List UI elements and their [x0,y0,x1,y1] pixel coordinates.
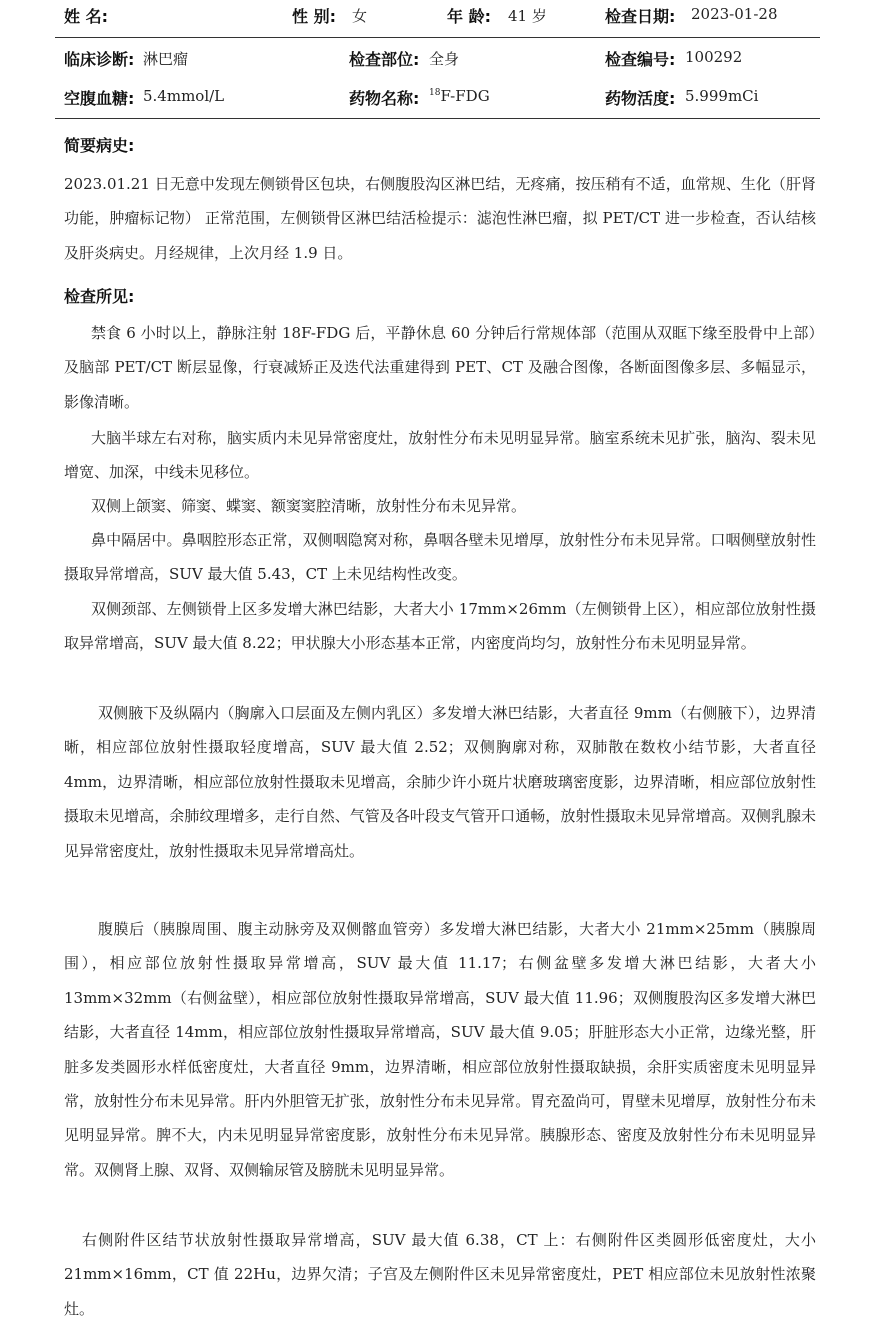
drug-isotope-superscript: 18 [429,88,441,98]
exam-no-value: 100292 [685,48,743,66]
exam-date-value: 2023-01-28 [691,5,778,23]
history-text: 2023.01.21 日无意中发现左侧锁骨区包块，右侧腹股沟区淋巴结，无疼痛，按压稍有不适，血常规、生化（肝肾功能，肿瘤标记物） 正常范围，左侧锁骨区淋巴结活检提示：滤泡性淋巴瘤，拟 PET/CT 进一步检查，否认结核及肝炎病史。月经规律，上次月经 1.9 日。 [64,175,816,262]
findings-paragraph-pelvis: 右侧附件区结节状放射性摄取异常增高，SUV 最大值 6.38，CT 上：右侧附件区类圆形低密度灶，大小 21mm×16mm，CT 值 22Hu，边界欠清；子宫及左侧附件区未见异常密度灶，PET 相应部位未见放射性浓聚灶。 [64,1231,816,1318]
findings-paragraph-abdomen: 腹膜后（胰腺周围、腹主动脉旁及双侧髂血管旁）多发增大淋巴结影，大者大小 21mm×25mm（胰腺周围），相应部位放射性摄取异常增高，SUV 最大值 11.17；右侧盆壁多发增大淋巴结影，大者大小 13mm×32mm（右侧盆壁），相应部位放射性摄取异常增高，SUV 最大值 11.96；双侧腹股沟区多发增大淋巴结影，大者直径 14mm，相应部位放射性摄取异常增高，SUV 最大值 9.05；肝脏形态大小正常，边缘光整，肝脏多发类圆形水样低密度灶，大者直径 9mm，边界清晰，相应部位放射性摄取缺损，余肝实质密度未见明显异常，放射性分布未见异常。肝内外胆管无扩张，放射性分布未见异常。胃充盈尚可，胃壁未见增厚，放射性分布未见明显异常。脾不大，内未见明显异常密度影，放射性分布未见异常。胰腺形态、密度及放射性分布未见明显异常。双侧肾上腺、双肾、双侧输尿管及膀胱未见明显异常。 [64,920,816,1179]
findings-paragraph-brain: 大脑半球左右对称，脑实质内未见异常密度灶，放射性分布未见明显异常。脑室系统未见扩张，脑沟、裂未见增宽、加深，中线未见移位。 [64,429,816,482]
activity-value: 5.999mCi [685,87,759,105]
drug-name-text: F-FDG [440,87,490,105]
exam-date-label: 检查日期: [605,7,676,26]
drug-value [429,87,490,105]
drug-label: 药物名称: [349,89,420,108]
findings-paragraph-nasopharynx: 鼻中隔居中。鼻咽腔形态正常，双侧咽隐窝对称，鼻咽各壁未见增厚，放射性分布未见异常。口咽侧壁放射性摄取异常增高，SUV 最大值 5.43，CT 上未见结构性改变。 [64,531,816,584]
findings-title: 检查所见: [64,287,135,306]
gender-value: 女 [352,7,368,25]
findings-paragraph-sinus: 双侧上颌窦、筛窦、蝶窦、额窦窦腔清晰，放射性分布未见异常。 [91,497,527,515]
findings-paragraph-procedure: 禁食 6 小时以上，静脉注射 18F-FDG 后，平静休息 60 分钟后行常规体部（范围从双眶下缘至股骨中上部）及脑部 PET/CT 断层显像，行衰减矫正及迭代法重建得到 PET、CT 及融合图像，各断面图像多层、多幅显示，影像清晰。 [64,324,816,411]
history-title: 简要病史: [64,136,135,155]
activity-label: 药物活度: [605,89,676,108]
glucose-label: 空腹血糖: [64,89,135,108]
site-label: 检查部位: [349,50,420,69]
diagnosis-value: 淋巴瘤 [143,50,189,68]
diagnosis-label: 临床诊断: [64,50,135,69]
age-value: 41 岁 [508,7,547,25]
glucose-value: 5.4mmol/L [143,87,225,105]
age-label: 年 龄: [447,7,491,26]
gender-label: 性 别: [292,7,336,26]
header-divider-bottom [55,118,820,119]
name-label: 姓 名: [64,7,108,26]
site-value: 全身 [429,50,460,68]
header-divider-top [55,37,820,38]
exam-no-label: 检查编号: [605,50,676,69]
findings-paragraph-neck: 双侧颈部、左侧锁骨上区多发增大淋巴结影，大者大小 17mm×26mm（左侧锁骨上区），相应部位放射性摄取异常增高，SUV 最大值 8.22；甲状腺大小形态基本正常，内密度尚均匀，放射性分布未见明显异常。 [64,600,816,653]
findings-paragraph-chest: 双侧腋下及纵隔内（胸廓入口层面及左侧内乳区）多发增大淋巴结影，大者直径 9mm（右侧腋下），边界清晰，相应部位放射性摄取轻度增高，SUV 最大值 2.52；双侧胸廓对称，双肺散在数枚小结节影，大者直径 4mm，边界清晰，相应部位放射性摄取未见增高，余肺少许小斑片状磨玻璃密度影，边界清晰，相应部位放射性摄取未见增高，余肺纹理增多，走行自然、气管及各叶段支气管开口通畅，放射性摄取未见异常增高。双侧乳腺未见异常密度灶，放射性摄取未见异常增高灶。 [64,704,816,860]
